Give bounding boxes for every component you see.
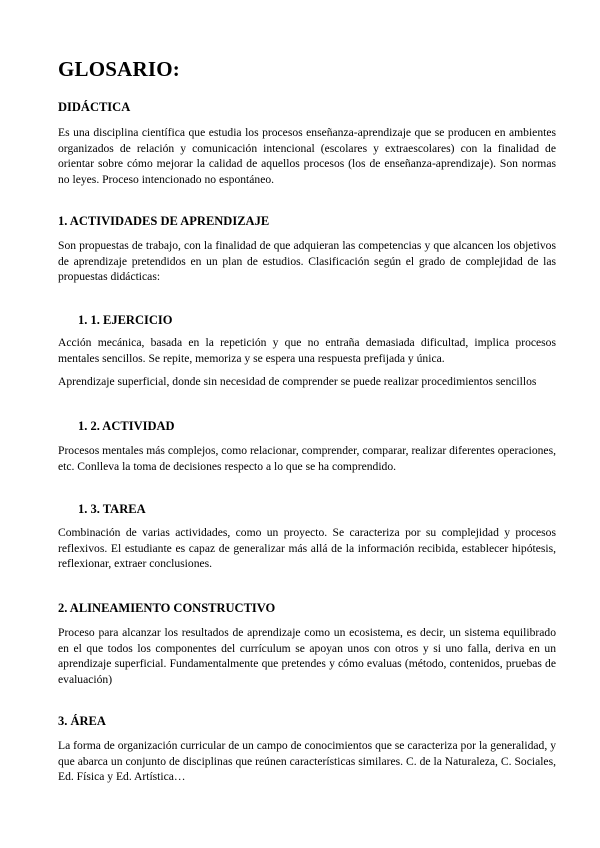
- paragraph-area: La forma de organización curricular de un campo de conocimientos que se caracteriza por la generalidad, y que abarca un conjunto de disciplinas que reúnen características similares. C. de la Naturaleza, C. Sociales, Ed. Física y Ed. Artística…: [58, 739, 556, 784]
- paragraph-tarea: Combinación de varias actividades, como un proyecto. Se caracteriza por su complejidad y procesos reflexivos. El estudiante es capaz de generalizar más allá de la información recibida, establecer hipótesis, reflexionar, extraer conclusiones.: [58, 526, 556, 571]
- heading-area: 3. ÁREA: [58, 714, 106, 728]
- paragraph-didactica: Es una disciplina científica que estudia los procesos enseñanza-aprendizaje que se producen en ambientes organizados de relación y comunicación intencional (escolares y extraescolares) con la finalidad de orientar sobre cómo mejorar la calidad de aquellos procesos (los de enseñanza-aprendizaje). Son normas no leyes. Proceso intencionado no espontáneo.: [58, 126, 556, 186]
- heading-actividades-aprendizaje: 1. ACTIVIDADES DE APRENDIZAJE: [58, 214, 270, 228]
- paragraph-actividad: Procesos mentales más complejos, como relacionar, comprender, comparar, realizar diferentes operaciones, etc. Conlleva la toma de decisiones respecto a lo que se ha comprendido.: [58, 444, 556, 473]
- heading-alineamiento-constructivo: 2. ALINEAMIENTO CONSTRUCTIVO: [58, 601, 276, 615]
- paragraph-ejercicio: Acción mecánica, basada en la repetición y que no entraña demasiada dificultad, implica procesos mentales sencillos. Se repite, memoriza y se espera una respuesta prefijada y única.: [58, 336, 556, 365]
- document-title: GLOSARIO:: [58, 57, 180, 81]
- paragraph-alineamiento-constructivo: Proceso para alcanzar los resultados de aprendizaje como un ecosistema, es decir, un sistema equilibrado en el que todos los componentes del currículum se apoyan unos con otros y si uno falla, deriva en un aprendizaje superficial. Fundamentalmente que pretendes y cómo evaluas (método, contenidos, pruebas de evaluación): [58, 626, 556, 686]
- paragraph-actividades-aprendizaje: Son propuestas de trabajo, con la finalidad de que adquieran las competencias y que alcancen los objetivos de aprendizaje pretendidos en un plan de estudios. Clasificación según el grado de complejidad de las propuestas didácticas:: [58, 239, 556, 284]
- heading-tarea: 1. 3. TAREA: [78, 502, 146, 516]
- heading-actividad: 1. 2. ACTIVIDAD: [78, 419, 175, 433]
- heading-ejercicio: 1. 1. EJERCICIO: [78, 313, 173, 327]
- paragraph-ejercicio-2: Aprendizaje superficial, donde sin necesidad de comprender se puede realizar procedimientos sencillos: [58, 375, 537, 388]
- heading-didactica: DIDÁCTICA: [58, 100, 131, 114]
